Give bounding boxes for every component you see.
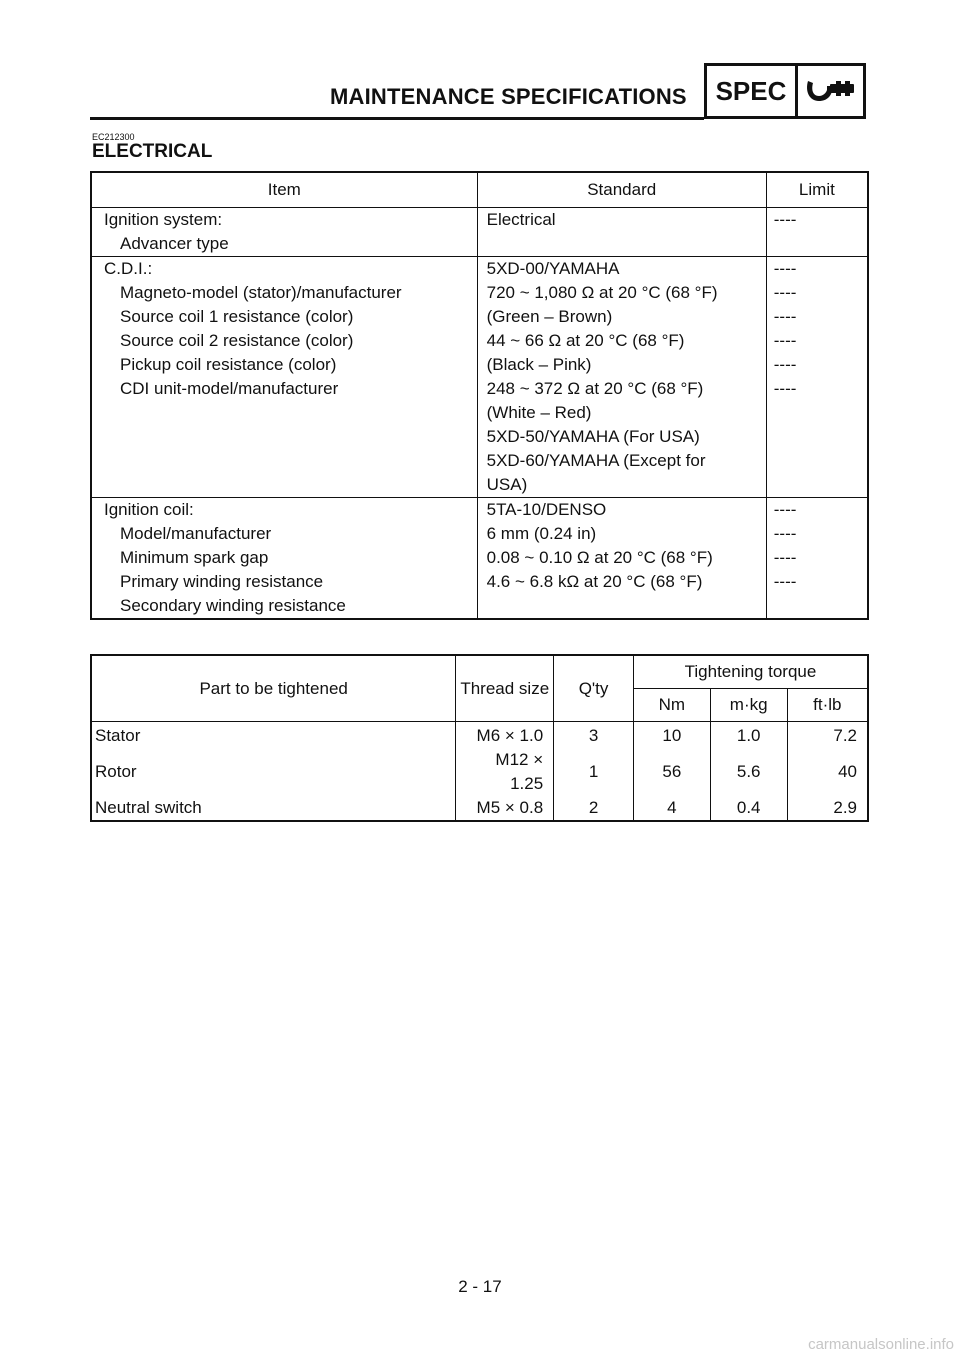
spec-table-header-row bbox=[91, 172, 868, 208]
standard-value: USA) bbox=[486, 475, 528, 494]
item-cell bbox=[91, 257, 477, 498]
header-standard: Standard bbox=[477, 172, 766, 208]
item-name: Minimum spark gap bbox=[120, 548, 269, 567]
section-code: EC212300 bbox=[92, 132, 135, 142]
item-name: Magneto-model (stator)/manufacturer bbox=[120, 283, 402, 302]
item-name: Source coil 1 resistance (color) bbox=[120, 307, 354, 326]
standard-value: 6 mm (0.24 in) bbox=[486, 524, 597, 543]
limit-value: ---- bbox=[773, 524, 797, 543]
header-limit: Limit bbox=[766, 172, 868, 208]
page-title: MAINTENANCE SPECIFICATIONS bbox=[330, 84, 687, 109]
cell-nm: 56 bbox=[633, 748, 710, 796]
standard-value: Electrical bbox=[486, 210, 556, 229]
table-row bbox=[91, 722, 868, 749]
standard-value: (Black – Pink) bbox=[486, 355, 592, 374]
standard-value: 44 ~ 66 Ω at 20 °C (68 °F) bbox=[486, 331, 685, 350]
cell-qty: 1 bbox=[554, 748, 634, 796]
spec-group bbox=[91, 257, 868, 498]
cell-ftlb: 7.2 bbox=[787, 722, 868, 749]
spec-badge bbox=[704, 63, 866, 119]
cell-part: Stator bbox=[91, 722, 456, 749]
item-name: Pickup coil resistance (color) bbox=[120, 355, 337, 374]
cell-thread: M6 × 1.0 bbox=[456, 722, 554, 749]
header-tightening-torque: Tightening torque bbox=[633, 655, 868, 689]
limit-value: ---- bbox=[773, 500, 797, 519]
header-quantity: Q'ty bbox=[554, 655, 634, 722]
section-title: ELECTRICAL bbox=[92, 141, 213, 162]
standard-cell bbox=[477, 498, 766, 620]
cell-thread: M12 × 1.25 bbox=[456, 748, 554, 796]
table-row bbox=[91, 748, 868, 796]
limit-cell bbox=[766, 257, 868, 498]
standard-value: (Green – Brown) bbox=[486, 307, 613, 326]
spec-group bbox=[91, 498, 868, 620]
standard-value: 5XD-50/YAMAHA (For USA) bbox=[486, 427, 700, 446]
group-title: Ignition system: bbox=[104, 210, 223, 229]
item-name: Source coil 2 resistance (color) bbox=[120, 331, 354, 350]
group-title: Ignition coil: bbox=[104, 500, 194, 519]
cell-part: Neutral switch bbox=[91, 796, 456, 821]
cell-ftlb: 2.9 bbox=[787, 796, 868, 821]
cell-part: Rotor bbox=[91, 748, 456, 796]
page-number: 2 - 17 bbox=[458, 1277, 502, 1296]
cell-qty: 3 bbox=[554, 722, 634, 749]
standard-value: 0.08 ~ 0.10 Ω at 20 °C (68 °F) bbox=[486, 548, 713, 567]
item-name: Primary winding resistance bbox=[120, 572, 324, 591]
cell-mkg: 0.4 bbox=[710, 796, 787, 821]
limit-value: ---- bbox=[773, 259, 797, 278]
cell-mkg: 1.0 bbox=[710, 722, 787, 749]
header-rule bbox=[90, 117, 704, 120]
standard-value: 4.6 ~ 6.8 kΩ at 20 °C (68 °F) bbox=[486, 572, 703, 591]
header-mkg: m·kg bbox=[710, 689, 787, 722]
cell-thread: M5 × 0.8 bbox=[456, 796, 554, 821]
torque-header-row bbox=[91, 655, 868, 689]
spec-badge-label: SPEC bbox=[707, 66, 798, 116]
header-item: Item bbox=[91, 172, 477, 208]
header-ftlb: ft·lb bbox=[787, 689, 868, 722]
standard-cell bbox=[477, 257, 766, 498]
standard-value: (White – Red) bbox=[486, 403, 592, 422]
header-part: Part to be tightened bbox=[91, 655, 456, 722]
limit-value: ---- bbox=[773, 572, 797, 591]
standard-value: 5XD-60/YAMAHA (Except for bbox=[486, 451, 706, 470]
limit-value: ---- bbox=[773, 355, 797, 374]
item-cell bbox=[91, 208, 477, 257]
limit-cell bbox=[766, 498, 868, 620]
standard-value: 5XD-00/YAMAHA bbox=[486, 259, 620, 278]
item-name: Advancer type bbox=[120, 234, 229, 253]
watermark: carmanualsonline.info bbox=[808, 1336, 954, 1353]
cell-nm: 10 bbox=[633, 722, 710, 749]
torque-table bbox=[90, 654, 869, 822]
cell-qty: 2 bbox=[554, 796, 634, 821]
limit-value: ---- bbox=[773, 307, 797, 326]
limit-value: ---- bbox=[773, 331, 797, 350]
cell-mkg: 5.6 bbox=[710, 748, 787, 796]
cell-nm: 4 bbox=[633, 796, 710, 821]
item-name: CDI unit-model/manufacturer bbox=[120, 379, 339, 398]
electrical-spec-table bbox=[90, 171, 869, 620]
header-thread-size: Thread size bbox=[456, 655, 554, 722]
item-cell bbox=[91, 498, 477, 620]
item-name: Secondary winding resistance bbox=[120, 596, 346, 615]
spec-group bbox=[91, 208, 868, 257]
standard-value: 5TA-10/DENSO bbox=[486, 500, 607, 519]
group-title: C.D.I.: bbox=[104, 259, 153, 278]
limit-cell bbox=[766, 208, 868, 257]
limit-value: ---- bbox=[773, 548, 797, 567]
limit-value: ---- bbox=[773, 379, 797, 398]
limit-value: ---- bbox=[773, 283, 797, 302]
wrench-icon bbox=[798, 66, 863, 116]
standard-value: 248 ~ 372 Ω at 20 °C (68 °F) bbox=[486, 379, 704, 398]
standard-cell bbox=[477, 208, 766, 257]
standard-value: 720 ~ 1,080 Ω at 20 °C (68 °F) bbox=[486, 283, 718, 302]
table-row bbox=[91, 796, 868, 821]
item-name: Model/manufacturer bbox=[120, 524, 272, 543]
cell-ftlb: 40 bbox=[787, 748, 868, 796]
header-nm: Nm bbox=[633, 689, 710, 722]
limit-value: ---- bbox=[773, 210, 797, 229]
